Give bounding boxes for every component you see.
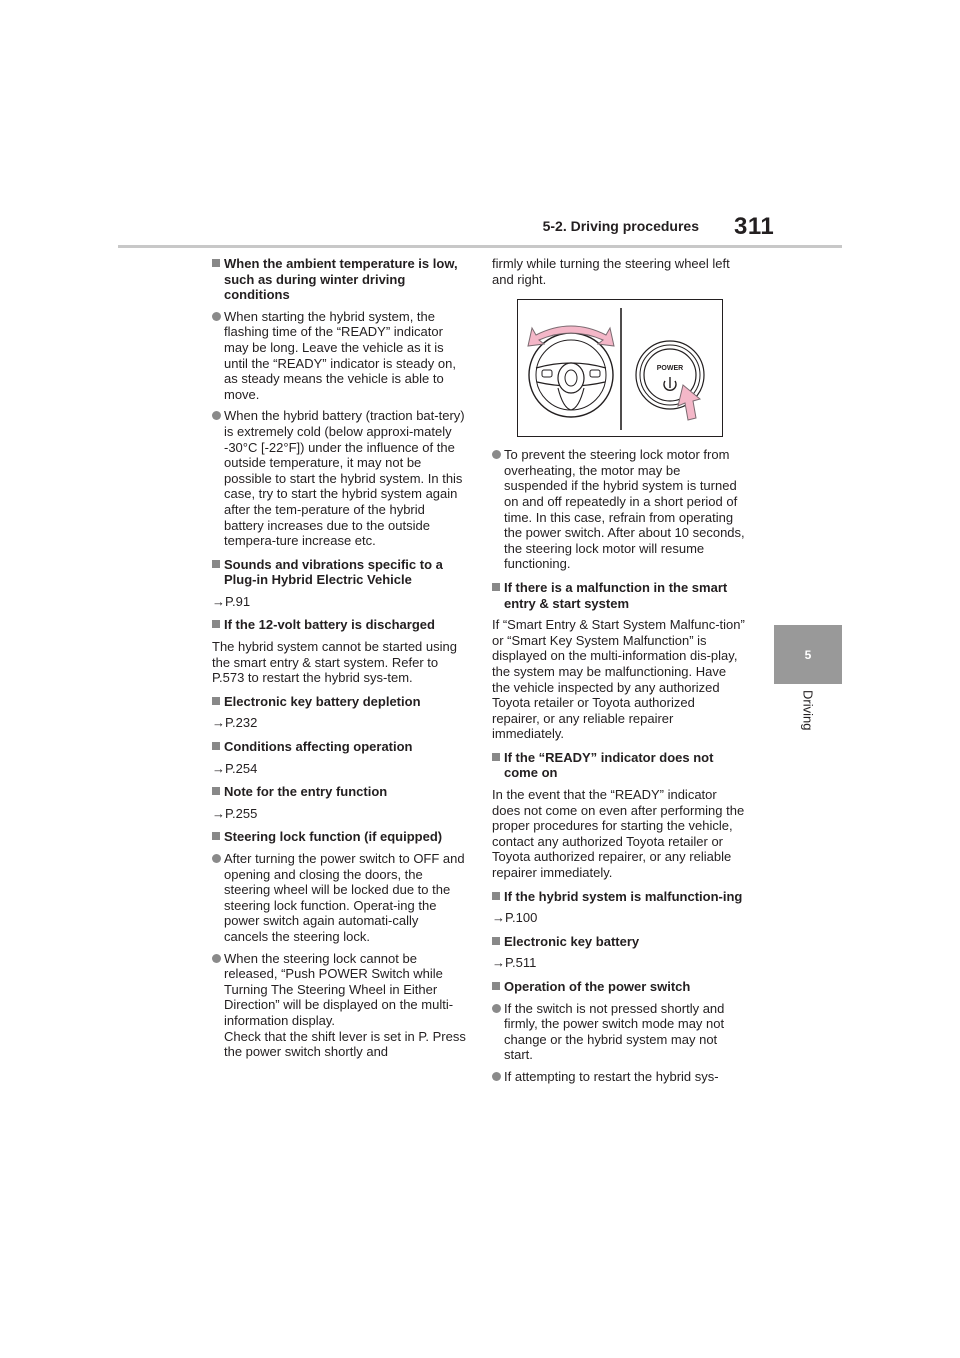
header-section-title: 5-2. Driving procedures: [542, 218, 699, 234]
heading-power-switch-operation: Operation of the power switch: [492, 979, 746, 995]
heading-steering-lock: Steering lock function (if equipped): [212, 829, 466, 845]
page-reference: →P.91: [212, 593, 251, 609]
power-label: POWER: [656, 365, 684, 373]
heading-hybrid-malfunction: If the hybrid system is malfunction-ing: [492, 889, 746, 905]
paragraph-12v-battery: The hybrid system cannot be started using the smart entry & start system. Refer to P.573 to restart the hybrid sys-tem.: [212, 639, 457, 686]
bullet-steering-lock-release-line1: When the steering lock cannot be released, “Push POWER Switch while Turning The Steering Wheel in Either Direction” will be displayed on the multi-information display.: [224, 950, 454, 1028]
heading-ready-not-on: If the “READY” indicator does not come on: [492, 750, 746, 781]
steering-power-figure: [517, 299, 723, 437]
heading-key-battery-depletion: Electronic key battery depletion: [212, 694, 466, 710]
page-number: 311: [734, 213, 775, 240]
bullet-restart-hybrid: If attempting to restart the hybrid sys-: [492, 1069, 746, 1085]
chapter-label-text: Driving: [800, 690, 816, 731]
page-reference: →P.255: [212, 805, 258, 821]
heading-electronic-key-battery: Electronic key battery: [492, 934, 746, 950]
paragraph-smart-entry-malfunction: If “Smart Entry & Start System Malfunc-tion” or “Smart Key System Malfunction” is displayed on the multi-information dis-play, the system may be malfunctioning. Have the vehicle inspected by any authorized Toyota retailer or Toyota authorized repairer, or any reliable repairer immediately.: [492, 617, 745, 742]
heading-sounds-vibrations: Sounds and vibrations specific to a Plug-in Hybrid Electric Vehicle: [212, 557, 466, 588]
bullet-steering-lock-motor: To prevent the steering lock motor from overheating, the motor may be suspended if the hybrid system is turned on and off repeatedly in a short period of time. In this case, refrain from operating the power switch. After about 10 seconds, the steering lock motor will resume functioning.: [492, 447, 746, 572]
heading-smart-entry-malfunction: If there is a malfunction in the smart entry & start system: [492, 580, 746, 611]
bullet-switch-press: If the switch is not pressed shortly and firmly, the power switch mode may not change or the hybrid system may not start.: [492, 1001, 746, 1063]
heading-12v-battery: If the 12-volt battery is discharged: [212, 617, 466, 633]
bullet-steering-lock-release-line2: Check that the shift lever is set in P. Press the power switch shortly and: [224, 1028, 466, 1060]
chapter-tab: 5: [774, 625, 842, 684]
right-column: [492, 256, 746, 1085]
paragraph-ready-not-on: In the event that the “READY” indicator does not come on even after performing the proper procedures for starting the vehicle, contact any authorized Toyota retailer or Toyota authorized repairer, or any reliable repairer immediately.: [492, 787, 745, 881]
steering-wheel-icon: [529, 333, 613, 417]
header-rule: [118, 245, 842, 248]
bullet-ready-flashing: When starting the hybrid system, the flashing time of the “READY” indicator may be long. Leave the vehicle as it is until the “READY” indicator is steady on, as steady means the vehicle is able to move.: [212, 309, 466, 403]
bullet-hybrid-battery-cold: When the hybrid battery (traction bat-tery) is extremely cold (below approxi-mately -30°C [-22°F]) under the influence of the outside temperature, it may not be possible to start the hybrid system. In this case, try to start the hybrid system again after the tem-perature of the hybrid battery increases due to the outside tempera-ture increase etc.: [212, 408, 466, 548]
heading-conditions-operation: Conditions affecting operation: [212, 739, 466, 755]
page-reference: →P.254: [212, 760, 258, 776]
bullet-steering-lock-off: After turning the power switch to OFF and opening and closing the doors, the steering wheel will be locked due to the steering lock function. Operat-ing the power switch again automati-cally cancels the steering lock.: [212, 851, 466, 945]
heading-entry-function: Note for the entry function: [212, 784, 466, 800]
paragraph-continuation: firmly while turning the steering wheel left and right.: [492, 256, 730, 287]
page-reference: →P.232: [212, 715, 258, 731]
steering-power-illustration: [518, 300, 722, 436]
page-reference: →P.100: [492, 910, 538, 926]
left-column: [212, 256, 466, 1060]
bullet-steering-lock-release: [212, 951, 466, 1060]
page-reference: →P.511: [492, 955, 537, 971]
chapter-label: [782, 690, 834, 750]
heading-cold-conditions: When the ambient temperature is low, such as during winter driving conditions: [212, 256, 466, 303]
